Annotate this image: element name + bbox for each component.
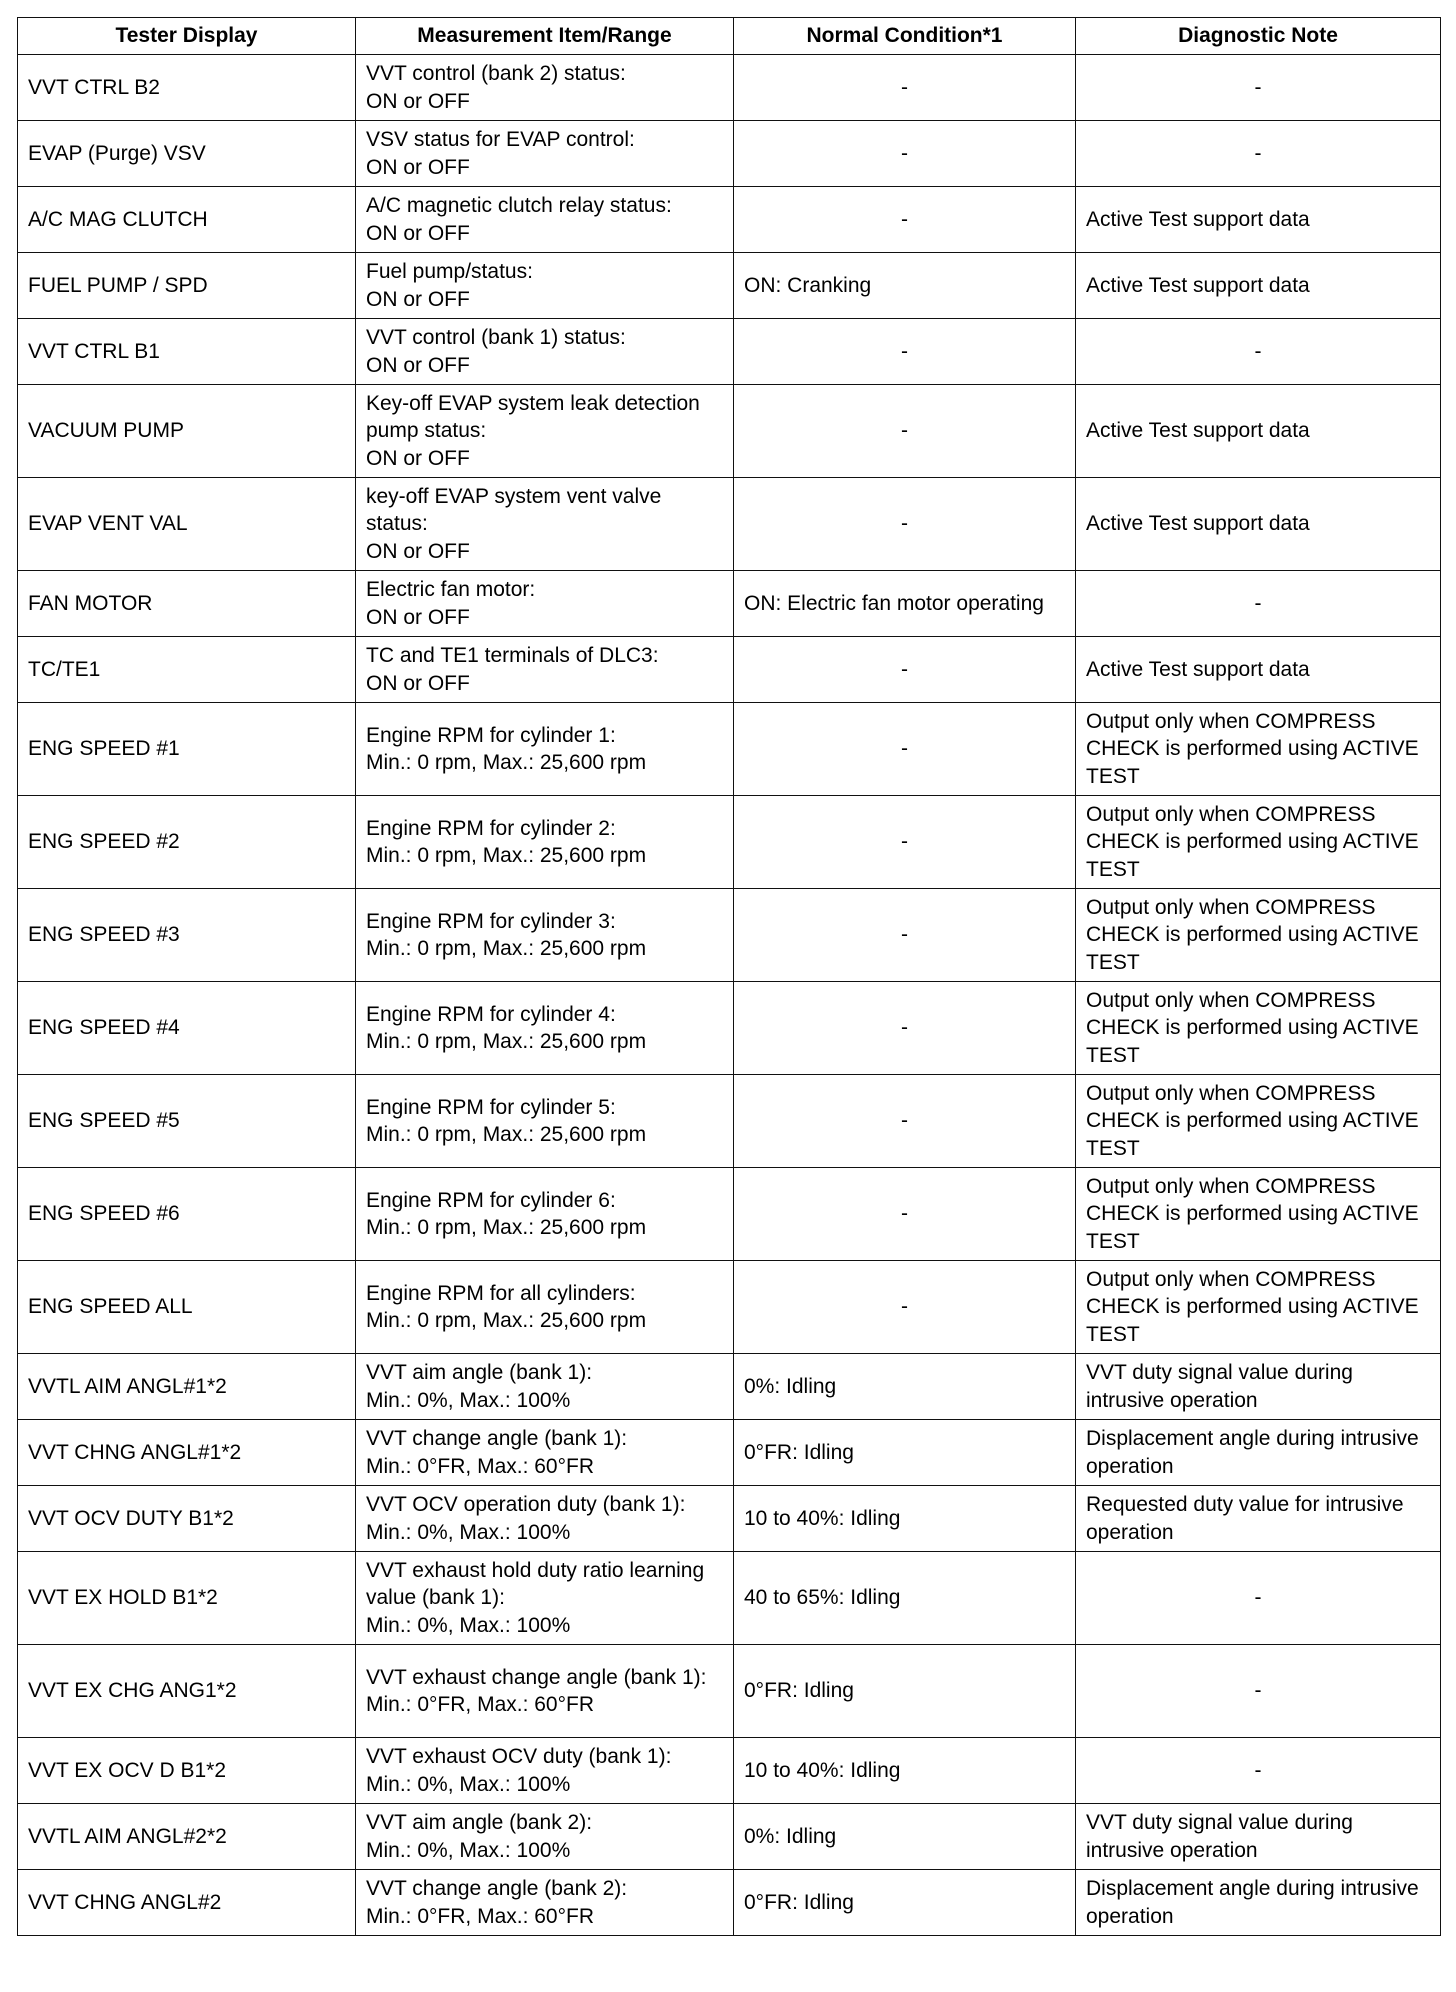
diagnostic-note-cell: Output only when COMPRESS CHECK is performed using ACTIVE TEST bbox=[1076, 1261, 1441, 1354]
measurement-item-cell: VVT control (bank 2) status: ON or OFF bbox=[356, 55, 734, 121]
measurement-item-cell: VVT aim angle (bank 1): Min.: 0%, Max.: 100% bbox=[356, 1354, 734, 1420]
diagnostic-note-cell: Active Test support data bbox=[1076, 637, 1441, 703]
diagnostic-note-cell: - bbox=[1076, 1738, 1441, 1804]
normal-condition-cell: 0°FR: Idling bbox=[734, 1645, 1076, 1738]
header-tester-display: Tester Display bbox=[18, 18, 356, 55]
tester-display-cell: VVT OCV DUTY B1*2 bbox=[18, 1486, 356, 1552]
tester-display-cell: VVT EX HOLD B1*2 bbox=[18, 1552, 356, 1645]
table-row bbox=[18, 1075, 1441, 1168]
normal-condition-cell: - bbox=[734, 796, 1076, 889]
normal-condition-cell: - bbox=[734, 187, 1076, 253]
table-row bbox=[18, 1486, 1441, 1552]
measurement-item-cell: VVT aim angle (bank 2): Min.: 0%, Max.: 100% bbox=[356, 1804, 734, 1870]
normal-condition-cell: - bbox=[734, 478, 1076, 571]
header-normal-condition: Normal Condition*1 bbox=[734, 18, 1076, 55]
normal-condition-cell: 40 to 65%: Idling bbox=[734, 1552, 1076, 1645]
measurement-item-cell: TC and TE1 terminals of DLC3: ON or OFF bbox=[356, 637, 734, 703]
tester-display-cell: FAN MOTOR bbox=[18, 571, 356, 637]
tester-display-cell: VVT CHNG ANGL#1*2 bbox=[18, 1420, 356, 1486]
tester-display-cell: ENG SPEED #6 bbox=[18, 1168, 356, 1261]
measurement-item-cell: VSV status for EVAP control: ON or OFF bbox=[356, 121, 734, 187]
normal-condition-cell: - bbox=[734, 385, 1076, 478]
diagnostic-note-cell: - bbox=[1076, 55, 1441, 121]
tester-display-cell: A/C MAG CLUTCH bbox=[18, 187, 356, 253]
tester-display-cell: FUEL PUMP / SPD bbox=[18, 253, 356, 319]
diagnostic-note-cell: Active Test support data bbox=[1076, 187, 1441, 253]
tester-display-cell: VVTL AIM ANGL#2*2 bbox=[18, 1804, 356, 1870]
normal-condition-cell: - bbox=[734, 703, 1076, 796]
diagnostic-note-cell: Active Test support data bbox=[1076, 385, 1441, 478]
normal-condition-cell: - bbox=[734, 55, 1076, 121]
measurement-item-cell: Engine RPM for cylinder 4: Min.: 0 rpm, Max.: 25,600 rpm bbox=[356, 982, 734, 1075]
diagnostic-note-cell: Active Test support data bbox=[1076, 478, 1441, 571]
diagnostic-note-cell: VVT duty signal value during intrusive operation bbox=[1076, 1354, 1441, 1420]
diagnostic-note-cell: Output only when COMPRESS CHECK is performed using ACTIVE TEST bbox=[1076, 796, 1441, 889]
measurement-item-cell: Fuel pump/status: ON or OFF bbox=[356, 253, 734, 319]
tester-display-cell: ENG SPEED #1 bbox=[18, 703, 356, 796]
diagnostic-note-cell: Requested duty value for intrusive operation bbox=[1076, 1486, 1441, 1552]
normal-condition-cell: - bbox=[734, 121, 1076, 187]
table-row bbox=[18, 1870, 1441, 1936]
diagnostic-note-cell: - bbox=[1076, 121, 1441, 187]
table-row bbox=[18, 121, 1441, 187]
measurement-item-cell: VVT exhaust change angle (bank 1): Min.: 0°FR, Max.: 60°FR bbox=[356, 1645, 734, 1738]
data-list-table bbox=[17, 17, 1441, 1936]
diagnostic-note-cell: VVT duty signal value during intrusive operation bbox=[1076, 1804, 1441, 1870]
measurement-item-cell: Key-off EVAP system leak detection pump status: ON or OFF bbox=[356, 385, 734, 478]
diagnostic-note-cell: - bbox=[1076, 1552, 1441, 1645]
table-row bbox=[18, 187, 1441, 253]
normal-condition-cell: - bbox=[734, 889, 1076, 982]
table-row bbox=[18, 1552, 1441, 1645]
tester-display-cell: VVT CHNG ANGL#2 bbox=[18, 1870, 356, 1936]
normal-condition-cell: ON: Cranking bbox=[734, 253, 1076, 319]
tester-display-cell: ENG SPEED #5 bbox=[18, 1075, 356, 1168]
header-row bbox=[18, 18, 1441, 55]
tester-display-cell: EVAP (Purge) VSV bbox=[18, 121, 356, 187]
diagnostic-note-cell: Displacement angle during intrusive operation bbox=[1076, 1870, 1441, 1936]
measurement-item-cell: VVT change angle (bank 2): Min.: 0°FR, Max.: 60°FR bbox=[356, 1870, 734, 1936]
measurement-item-cell: Engine RPM for all cylinders: Min.: 0 rpm, Max.: 25,600 rpm bbox=[356, 1261, 734, 1354]
normal-condition-cell: - bbox=[734, 1168, 1076, 1261]
table-row bbox=[18, 1420, 1441, 1486]
normal-condition-cell: ON: Electric fan motor operating bbox=[734, 571, 1076, 637]
measurement-item-cell: Engine RPM for cylinder 3: Min.: 0 rpm, Max.: 25,600 rpm bbox=[356, 889, 734, 982]
tester-display-cell: EVAP VENT VAL bbox=[18, 478, 356, 571]
measurement-item-cell: Engine RPM for cylinder 6: Min.: 0 rpm, Max.: 25,600 rpm bbox=[356, 1168, 734, 1261]
table-row bbox=[18, 385, 1441, 478]
tester-display-cell: VVTL AIM ANGL#1*2 bbox=[18, 1354, 356, 1420]
tester-display-cell: ENG SPEED #2 bbox=[18, 796, 356, 889]
tester-display-cell: VVT CTRL B1 bbox=[18, 319, 356, 385]
tester-display-cell: ENG SPEED #3 bbox=[18, 889, 356, 982]
normal-condition-cell: - bbox=[734, 319, 1076, 385]
table-row bbox=[18, 1804, 1441, 1870]
header-diagnostic-note: Diagnostic Note bbox=[1076, 18, 1441, 55]
diagnostic-note-cell: Displacement angle during intrusive operation bbox=[1076, 1420, 1441, 1486]
normal-condition-cell: 10 to 40%: Idling bbox=[734, 1486, 1076, 1552]
measurement-item-cell: Electric fan motor: ON or OFF bbox=[356, 571, 734, 637]
table-row bbox=[18, 1168, 1441, 1261]
diagnostic-note-cell: Active Test support data bbox=[1076, 253, 1441, 319]
normal-condition-cell: 0%: Idling bbox=[734, 1354, 1076, 1420]
table-row bbox=[18, 1645, 1441, 1738]
tester-display-cell: VVT CTRL B2 bbox=[18, 55, 356, 121]
tester-display-cell: VACUUM PUMP bbox=[18, 385, 356, 478]
measurement-item-cell: Engine RPM for cylinder 5: Min.: 0 rpm, Max.: 25,600 rpm bbox=[356, 1075, 734, 1168]
diagnostic-note-cell: Output only when COMPRESS CHECK is performed using ACTIVE TEST bbox=[1076, 889, 1441, 982]
diagnostic-note-cell: - bbox=[1076, 1645, 1441, 1738]
tester-display-cell: VVT EX OCV D B1*2 bbox=[18, 1738, 356, 1804]
measurement-item-cell: key-off EVAP system vent valve status: ON or OFF bbox=[356, 478, 734, 571]
measurement-item-cell: VVT exhaust OCV duty (bank 1): Min.: 0%, Max.: 100% bbox=[356, 1738, 734, 1804]
diagnostic-note-cell: Output only when COMPRESS CHECK is performed using ACTIVE TEST bbox=[1076, 982, 1441, 1075]
table-row bbox=[18, 982, 1441, 1075]
table-row bbox=[18, 253, 1441, 319]
table-row bbox=[18, 319, 1441, 385]
measurement-item-cell: Engine RPM for cylinder 1: Min.: 0 rpm, Max.: 25,600 rpm bbox=[356, 703, 734, 796]
tester-display-cell: ENG SPEED #4 bbox=[18, 982, 356, 1075]
normal-condition-cell: 0°FR: Idling bbox=[734, 1420, 1076, 1486]
table-row bbox=[18, 55, 1441, 121]
table-row bbox=[18, 703, 1441, 796]
table-row bbox=[18, 571, 1441, 637]
measurement-item-cell: Engine RPM for cylinder 2: Min.: 0 rpm, Max.: 25,600 rpm bbox=[356, 796, 734, 889]
table-row bbox=[18, 1261, 1441, 1354]
measurement-item-cell: VVT change angle (bank 1): Min.: 0°FR, Max.: 60°FR bbox=[356, 1420, 734, 1486]
normal-condition-cell: 0%: Idling bbox=[734, 1804, 1076, 1870]
normal-condition-cell: - bbox=[734, 637, 1076, 703]
table-row bbox=[18, 637, 1441, 703]
table-row bbox=[18, 889, 1441, 982]
normal-condition-cell: - bbox=[734, 1075, 1076, 1168]
diagnostic-note-cell: Output only when COMPRESS CHECK is performed using ACTIVE TEST bbox=[1076, 1168, 1441, 1261]
diagnostic-note-cell: - bbox=[1076, 319, 1441, 385]
table-row bbox=[18, 1738, 1441, 1804]
diagnostic-note-cell: Output only when COMPRESS CHECK is performed using ACTIVE TEST bbox=[1076, 703, 1441, 796]
normal-condition-cell: - bbox=[734, 1261, 1076, 1354]
document-page bbox=[17, 17, 1440, 1936]
tester-display-cell: TC/TE1 bbox=[18, 637, 356, 703]
tester-display-cell: ENG SPEED ALL bbox=[18, 1261, 356, 1354]
measurement-item-cell: A/C magnetic clutch relay status: ON or OFF bbox=[356, 187, 734, 253]
normal-condition-cell: 0°FR: Idling bbox=[734, 1870, 1076, 1936]
measurement-item-cell: VVT OCV operation duty (bank 1): Min.: 0%, Max.: 100% bbox=[356, 1486, 734, 1552]
table-row bbox=[18, 478, 1441, 571]
table-row bbox=[18, 796, 1441, 889]
table-row bbox=[18, 1354, 1441, 1420]
tester-display-cell: VVT EX CHG ANG1*2 bbox=[18, 1645, 356, 1738]
normal-condition-cell: 10 to 40%: Idling bbox=[734, 1738, 1076, 1804]
normal-condition-cell: - bbox=[734, 982, 1076, 1075]
measurement-item-cell: VVT control (bank 1) status: ON or OFF bbox=[356, 319, 734, 385]
diagnostic-note-cell: - bbox=[1076, 571, 1441, 637]
diagnostic-note-cell: Output only when COMPRESS CHECK is performed using ACTIVE TEST bbox=[1076, 1075, 1441, 1168]
header-measurement-item: Measurement Item/Range bbox=[356, 18, 734, 55]
measurement-item-cell: VVT exhaust hold duty ratio learning value (bank 1): Min.: 0%, Max.: 100% bbox=[356, 1552, 734, 1645]
